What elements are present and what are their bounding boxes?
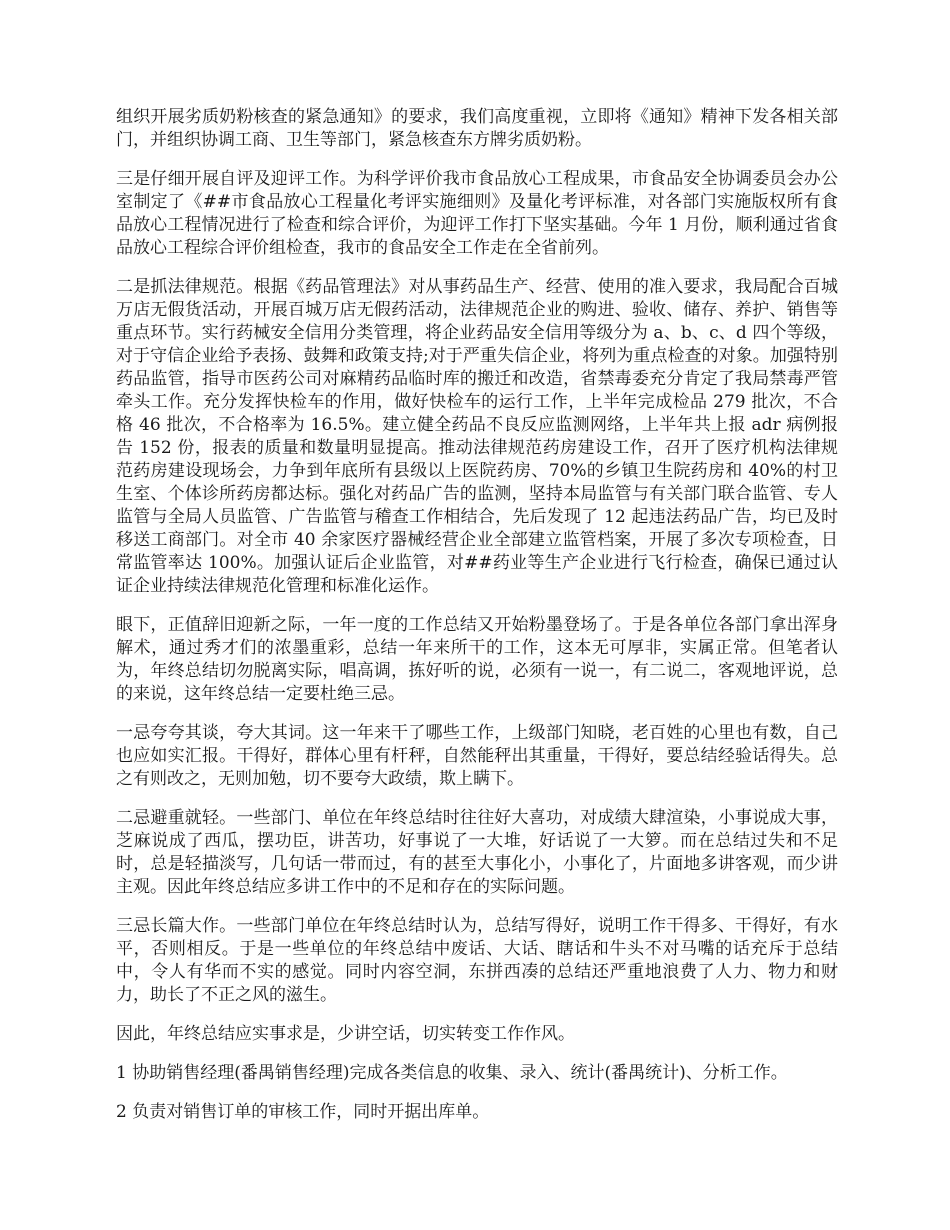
- paragraph-duty-2: 2 负责对销售订单的审核工作，同时开据出库单。: [116, 1102, 490, 1122]
- document-body: [116, 106, 838, 1140]
- paragraph-first-taboo: 一忌夸夸其谈，夸大其词。这一年来干了哪些工作，上级部门知晓，老百姓的心里也有数，自己也应如实汇报。干得好，群体心里有杆秤，自然能秤出其重量，干得好，要总结经验话得失。总之有则改之，无则加勉，切不要夸大政绩，欺上瞒下。: [116, 723, 838, 789]
- paragraph-conclusion: 因此，年终总结应实事求是，少讲空话，切实转变工作作风。: [116, 1024, 575, 1044]
- paragraph-milk-powder-notice: 组织开展劣质奶粉核查的紧急通知》的要求，我们高度重视，立即将《通知》精神下发各相关部门，并组织协调工商、卫生等部门，紧急核查东方牌劣质奶粉。: [116, 107, 838, 150]
- paragraph-year-end-intro: 眼下，正值辞旧迎新之际，一年一度的工作总结又开始粉墨登场了。于是各单位各部门拿出浑身解术，通过秀才们的浓墨重彩，总结一年来所干的工作，这本无可厚非，实属正常。但笔者认为，年终总结切勿脱离实际，唱高调，拣好听的说，必须有一说一，有二说二，客观地评说，总的来说，这年终总结一定要杜绝三忌。: [116, 615, 838, 704]
- paragraph-third-taboo: 三忌长篇大作。一些部门单位在年终总结时认为，总结写得好，说明工作干得多、干得好，有水平，否则相反。于是一些单位的年终总结中废话、大话、瞎话和牛头不对马嘴的话充斥于总结中，令人有华而不实的感觉。同时内容空洞，东拼西凑的总结还严重地浪费了人力、物力和财力，助长了不正之风的滋生。: [116, 916, 838, 1005]
- paragraph-self-evaluation: 三是仔细开展自评及迎评工作。为科学评价我市食品放心工程成果，市食品安全协调委员会办公室制定了《##市食品放心工程量化考评实施细则》及量化考评标准，对各部门实施版权所有食品放心工程情况进行了检查和综合评价，为迎评工作打下坚实基础。今年 1 月份，顺利通过省食品放心工程综合评价组检查，我市的食品安全工作走在全省前列。: [116, 169, 838, 258]
- paragraph-duty-1: 1 协助销售经理(番禺销售经理)完成各类信息的收集、录入、统计(番禺统计)、分析工作。: [116, 1063, 788, 1083]
- paragraph-legal-regulation: 二是抓法律规范。根据《药品管理法》对从事药品生产、经营、使用的准入要求，我局配合百城万店无假货活动，开展百城万店无假药活动，法律规范企业的购进、验收、储存、养护、销售等重点环节。实行药械安全信用分类管理，将企业药品安全信用等级分为 a、b、c、d 四个等级，对于守信企业给予表扬、鼓舞和政策支持;对于严重失信企业，将列为重点检查的对象。加强特别药品监管，指导市医药公司对麻精药品临时库的搬迁和改造，省禁毒委充分肯定了我局禁毒严管牵头工作。充分发挥快检车的作用，做好快检车的运行工作，上半年完成检品 279 批次，不合格 46 批次，不合格率为 16.5%。建立健全药品不良反应监测网络，上半年共上报 adr 病例报告 152 份，报表的质量和数量明显提高。推动法律规范药房建设工作，召开了医疗机构法律规范药房建设现场会，力争到年底所有县级以上医院药房、70%的乡镇卫生院药房和 40%的村卫生室、个体诊所药房都达标。强化对药品广告的监测，坚持本局监管与有关部门联合监管、专人监管与全局人员监管、广告监管与稽查工作相结合，先后发现了 12 起违法药品广告，均已及时移送工商部门。对全市 40 余家医疗器械经营企业全部建立监管档案，开展了多次专项检查，日常监管率达 100%。加强认证后企业监管，对##药业等生产企业进行飞行检查，确保已通过认证企业持续法律规范化管理和标准化运作。: [116, 277, 838, 596]
- paragraph-second-taboo: 二忌避重就轻。一些部门、单位在年终总结时往往好大喜功，对成绩大肆渲染，小事说成大事，芝麻说成了西瓜，摆功臣，讲苦功，好事说了一大堆，好话说了一大箩。而在总结过失和不足时，总是轻描淡写，几句话一带而过，有的甚至大事化小，小事化了，片面地多讲客观，而少讲主观。因此年终总结应多讲工作中的不足和存在的实际问题。: [116, 808, 838, 897]
